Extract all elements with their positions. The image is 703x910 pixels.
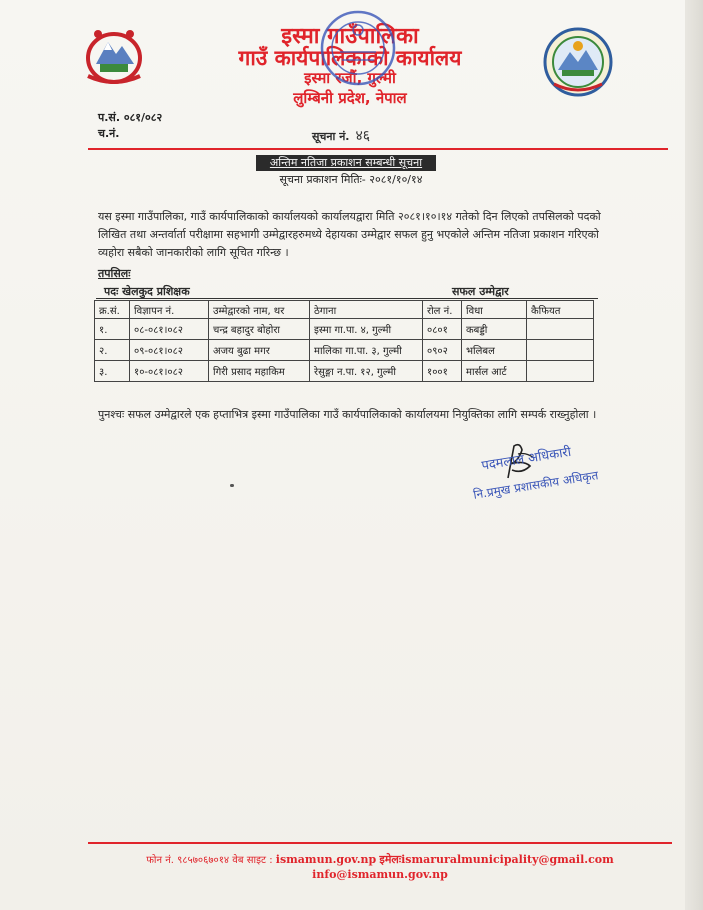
footer-email-label: इमेलः: [379, 853, 402, 866]
cell-candidate: अजय बुढा मगर: [209, 340, 310, 361]
footer-email-link[interactable]: ismaruralmunicipality@gmail.com: [401, 853, 614, 866]
col-candidate: उम्मेद्वारको नाम, थर: [209, 301, 310, 319]
col-discipline: विधा: [462, 301, 527, 319]
results-table: [94, 300, 594, 382]
cell-serial: २.: [95, 340, 130, 361]
postscript: पुनश्चः सफल उम्मेद्वारले एक हप्ताभित्र इस्मा गाउँपालिका गाउँ कार्यपालिकाको कार्यालयमा नियुक्तिका लागि सम्पर्क राख्नुहोला ।: [98, 408, 597, 421]
cell-roll: ०८०१: [423, 319, 462, 340]
office-seal-icon: [318, 8, 398, 88]
cell-advert-no: ०९-०८१।०८२: [130, 340, 209, 361]
cell-candidate: गिरी प्रसाद महाकिम: [209, 361, 310, 382]
signatory-name: पदमलाल अधिकारी: [480, 444, 573, 474]
cell-advert-no: १०-०८१।०८२: [130, 361, 209, 382]
cell-roll: १००१: [423, 361, 462, 382]
col-serial: क्र.सं.: [95, 301, 130, 319]
signatory-title: नि.प्रमुख प्रशासकीय अधिकृत: [472, 468, 600, 502]
cell-remarks: [527, 361, 594, 382]
page-edge: [685, 0, 703, 910]
cell-address: मालिका गा.पा. ३, गुल्मी: [310, 340, 423, 361]
footer-phone: फोन नं. ९८५७०६७०१४ वेब साइट :: [146, 855, 273, 866]
notice-number-label: सूचना नं.: [312, 130, 350, 143]
col-advert-no: विज्ञापन नं.: [130, 301, 209, 319]
cell-serial: ३.: [95, 361, 130, 382]
letterhead-line3: इस्मा रजौं, गुल्मी: [304, 69, 396, 87]
col-roll: रोल नं.: [423, 301, 462, 319]
cell-serial: १.: [95, 319, 130, 340]
cell-discipline: भलिबल: [462, 340, 527, 361]
table-header-row: [95, 301, 594, 319]
table-top-rule: [96, 298, 598, 299]
cell-candidate: चन्द्र बहादुर बोहोरा: [209, 319, 310, 340]
cell-remarks: [527, 340, 594, 361]
page-speck: [230, 484, 234, 487]
nepal-emblem-icon: [78, 24, 150, 88]
letterhead-line4: लुम्बिनी प्रदेश, नेपाल: [293, 89, 407, 107]
cell-discipline: कबड्डी: [462, 319, 527, 340]
post-label: पदः खेलकुद प्रशिक्षक: [104, 285, 190, 298]
cell-address: रेसुङ्गा न.पा. १२, गुल्मी: [310, 361, 423, 382]
cell-remarks: [527, 319, 594, 340]
notice-number-value: ४६: [355, 128, 371, 144]
cell-advert-no: ०८-०८१।०८२: [130, 319, 209, 340]
header-divider: [88, 148, 668, 150]
footer-website-link[interactable]: ismamun.gov.np: [275, 853, 377, 866]
notice-number: [312, 126, 370, 145]
cell-roll: ०९०२: [423, 340, 462, 361]
letterhead-line1: इस्मा गाउँपालिका: [281, 24, 419, 49]
success-label: सफल उम्मेद्वार: [452, 285, 509, 298]
notice-body: यस इस्मा गाउँपालिका, गाउँ कार्यपालिकाको कार्यालयको कार्यालयद्वारा मिति २०८१।१०।१४ गतेको दिन लिएको तपसिलको पदको लिखित तथा अन्तर्वार्ता परीक्षामा सहभागी उम्मेद्वारहरुमध्ये देहायका उम्मेद्वार सफल हुनु भएकोले अन्तिम नतिजा प्रकाशन गरिएको व्यहोरा सबैको जानकारीको लागि सूचित गरिन्छ ।: [98, 210, 601, 259]
reference-ps: प.सं. ०८१/०८२: [98, 111, 163, 124]
col-remarks: कैफियत: [527, 301, 594, 319]
table-row: [95, 319, 594, 340]
footer-contact: [90, 852, 670, 867]
letterhead-line2: गाउँ कार्यपालिकाको कार्यालय: [238, 46, 462, 70]
cell-discipline: मार्सल आर्ट: [462, 361, 527, 382]
footer-divider: [88, 842, 672, 844]
notice-subject: अन्तिम नतिजा प्रकाशन सम्बन्धी सूचना: [256, 155, 436, 171]
col-address: ठेगाना: [310, 301, 423, 319]
footer-email2-link[interactable]: info@ismamun.gov.np: [312, 868, 448, 881]
table-row: [95, 340, 594, 361]
reference-cn: च.नं.: [98, 127, 120, 140]
cell-address: इस्मा गा.पा. ४, गुल्मी: [310, 319, 423, 340]
details-label: तपसिलः: [98, 267, 131, 280]
municipality-logo-icon: [542, 26, 614, 98]
table-row: [95, 361, 594, 382]
publish-date: सूचना प्रकाशन मितिः- २०८१/१०/१४: [279, 173, 423, 186]
